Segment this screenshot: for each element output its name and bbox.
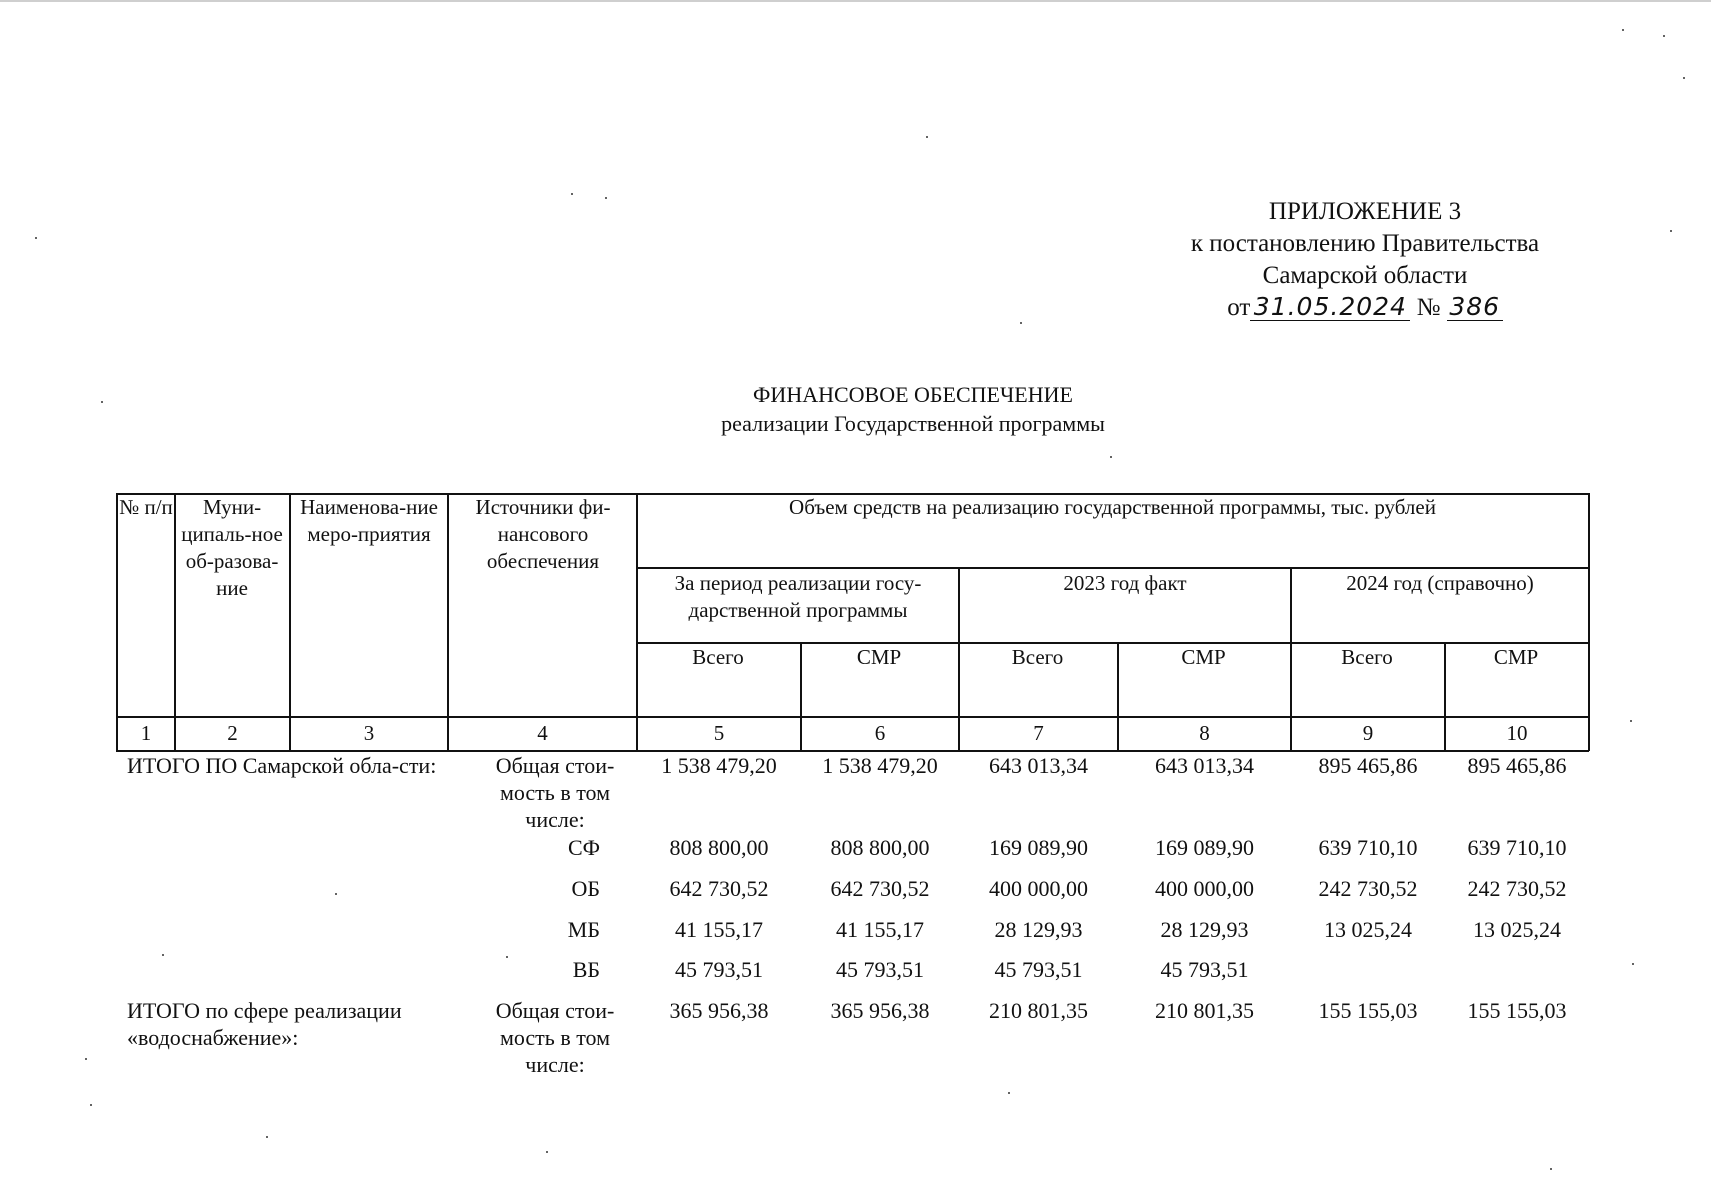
date-prefix: от <box>1227 294 1251 321</box>
colnum-9: 9 <box>1362 721 1374 745</box>
appendix-title: ПРИЛОЖЕНИЕ 3 <box>1268 198 1462 225</box>
header-period-total: Всего <box>692 645 744 669</box>
source-label-total-cost-2: Общая стои-мость в том числе: <box>495 998 615 1077</box>
header-period-smr: СМР <box>856 645 902 669</box>
header-col-sources: Источники фи-нансового обеспечения <box>475 495 611 573</box>
appendix-line-region: Самарской области <box>1262 262 1468 289</box>
table-cell: 895 465,86 <box>1318 753 1418 778</box>
table-cell: 210 801,35 <box>989 998 1088 1023</box>
header-2023-smr: СМР <box>1181 645 1226 669</box>
table-cell: 365 956,38 <box>669 998 769 1023</box>
source-mb: МБ <box>567 917 600 942</box>
colnum-10: 10 <box>1506 721 1528 745</box>
scan-speck <box>101 401 103 403</box>
source-vb: ВБ <box>572 957 600 982</box>
source-ob: ОБ <box>571 876 600 901</box>
section-label-water-supply: ИТОГО по сфере реализации «водоснабжение»: <box>127 998 402 1050</box>
table-cell: 45 793,51 <box>1160 957 1249 982</box>
table-cell: 155 155,03 <box>1467 998 1567 1023</box>
scan-speck <box>335 893 337 895</box>
scan-speck <box>1550 1168 1552 1170</box>
table-cell: 1 538 479,20 <box>661 753 777 778</box>
table-cell: 41 155,17 <box>675 917 763 942</box>
colnum-6: 6 <box>874 721 886 745</box>
source-label-total-cost: Общая стои-мость в том числе: <box>495 753 615 832</box>
scan-speck <box>1663 35 1665 37</box>
grid-h-colnums-top <box>116 716 1589 718</box>
source-sf: СФ <box>567 835 600 860</box>
scan-speck <box>605 197 607 199</box>
table-cell: 643 013,34 <box>1155 753 1254 778</box>
table-cell: 169 089,90 <box>989 835 1088 860</box>
header-group-2024: 2024 год (справочно) <box>1346 571 1534 595</box>
table-cell: 155 155,03 <box>1318 998 1418 1023</box>
colnum-2: 2 <box>227 721 238 745</box>
colnum-4: 4 <box>537 721 548 745</box>
scan-speck <box>1683 77 1685 79</box>
scan-speck <box>35 237 37 239</box>
appendix-date-line <box>1150 292 1580 324</box>
grid-v-1 <box>174 493 176 751</box>
scan-speck <box>1110 456 1112 458</box>
header-col-municipality: Муни-ципаль-ное об-разова-ние <box>181 495 283 600</box>
table-cell: 45 793,51 <box>994 957 1083 982</box>
header-2023-total: Всего <box>1011 645 1064 669</box>
table-cell: 242 730,52 <box>1467 876 1567 901</box>
header-2024-smr: СМР <box>1493 645 1539 669</box>
scan-speck <box>90 1104 92 1106</box>
table-cell: 45 793,51 <box>836 957 924 982</box>
header-group-period: За период реализации госу-дарственной программы <box>674 571 922 622</box>
table-cell: 45 793,51 <box>675 957 763 982</box>
scan-speck <box>85 1058 87 1060</box>
handwritten-date: 31.05.2024 <box>1250 294 1410 321</box>
scan-speck <box>1632 963 1634 965</box>
table-cell: 1 538 479,20 <box>822 753 938 778</box>
table-cell: 210 801,35 <box>1155 998 1254 1023</box>
number-prefix: № <box>1416 294 1441 321</box>
scan-speck <box>546 1151 548 1153</box>
scan-speck <box>162 954 164 956</box>
header-2024-total: Всего <box>1341 645 1393 669</box>
table-cell: 639 710,10 <box>1467 835 1567 860</box>
grid-v-3 <box>447 493 449 751</box>
scan-speck <box>1008 1092 1010 1094</box>
colnum-5: 5 <box>713 721 725 745</box>
scan-top-edge <box>0 0 1711 2</box>
table-cell: 642 730,52 <box>830 876 930 901</box>
section-label-samara-total: ИТОГО ПО Самарской обла-сти: <box>127 753 437 778</box>
table-cell: 808 800,00 <box>830 835 930 860</box>
scan-speck <box>1630 720 1632 722</box>
table-cell: 639 710,10 <box>1318 835 1418 860</box>
table-cell: 13 025,24 <box>1324 917 1412 942</box>
colnum-8: 8 <box>1199 721 1210 745</box>
scan-speck <box>926 136 928 138</box>
colnum-7: 7 <box>1033 721 1044 745</box>
scan-speck <box>1020 322 1022 324</box>
grid-h-group <box>636 567 1589 569</box>
table-cell: 400 000,00 <box>1155 876 1254 901</box>
scan-speck <box>506 956 508 958</box>
document-title <box>0 380 1711 438</box>
table-cell: 365 956,38 <box>830 998 930 1023</box>
colnum-1: 1 <box>140 721 152 745</box>
grid-v-2 <box>289 493 291 751</box>
table-cell: 13 025,24 <box>1473 917 1561 942</box>
title-line-1: ФИНАНСОВОЕ ОБЕСПЕЧЕНИЕ <box>753 382 1073 407</box>
table-cell: 242 730,52 <box>1318 876 1418 901</box>
appendix-block <box>1150 196 1580 324</box>
table-cell: 895 465,86 <box>1467 753 1567 778</box>
header-group-main: Объем средств на реализацию государственной программы, тыс. рублей <box>789 495 1436 519</box>
table-cell: 808 800,00 <box>669 835 769 860</box>
table-cell: 642 730,52 <box>669 876 769 901</box>
table-cell: 643 013,34 <box>989 753 1088 778</box>
scan-speck <box>266 1136 268 1138</box>
table-cell: 28 129,93 <box>994 917 1083 942</box>
scan-speck <box>571 193 573 195</box>
table-cell: 169 089,90 <box>1155 835 1254 860</box>
header-group-2023: 2023 год факт <box>1063 571 1187 595</box>
title-line-2: реализации Государственной программы <box>721 411 1105 436</box>
appendix-line-resolution: к постановлению Правительства <box>1190 230 1540 257</box>
scan-speck <box>1622 29 1624 31</box>
handwritten-number: 386 <box>1447 294 1503 321</box>
colnum-3: 3 <box>363 721 375 745</box>
header-col-number: № п/п <box>119 495 173 519</box>
table-cell: 41 155,17 <box>836 917 924 942</box>
grid-v-4 <box>636 493 638 751</box>
table-cell: 28 129,93 <box>1160 917 1249 942</box>
grid-v-0 <box>116 493 118 751</box>
header-col-activity: Наименова-ние меро-приятия <box>300 495 438 546</box>
grid-v-10 <box>1588 493 1590 751</box>
table-cell: 400 000,00 <box>989 876 1088 901</box>
scan-speck <box>1670 230 1672 232</box>
